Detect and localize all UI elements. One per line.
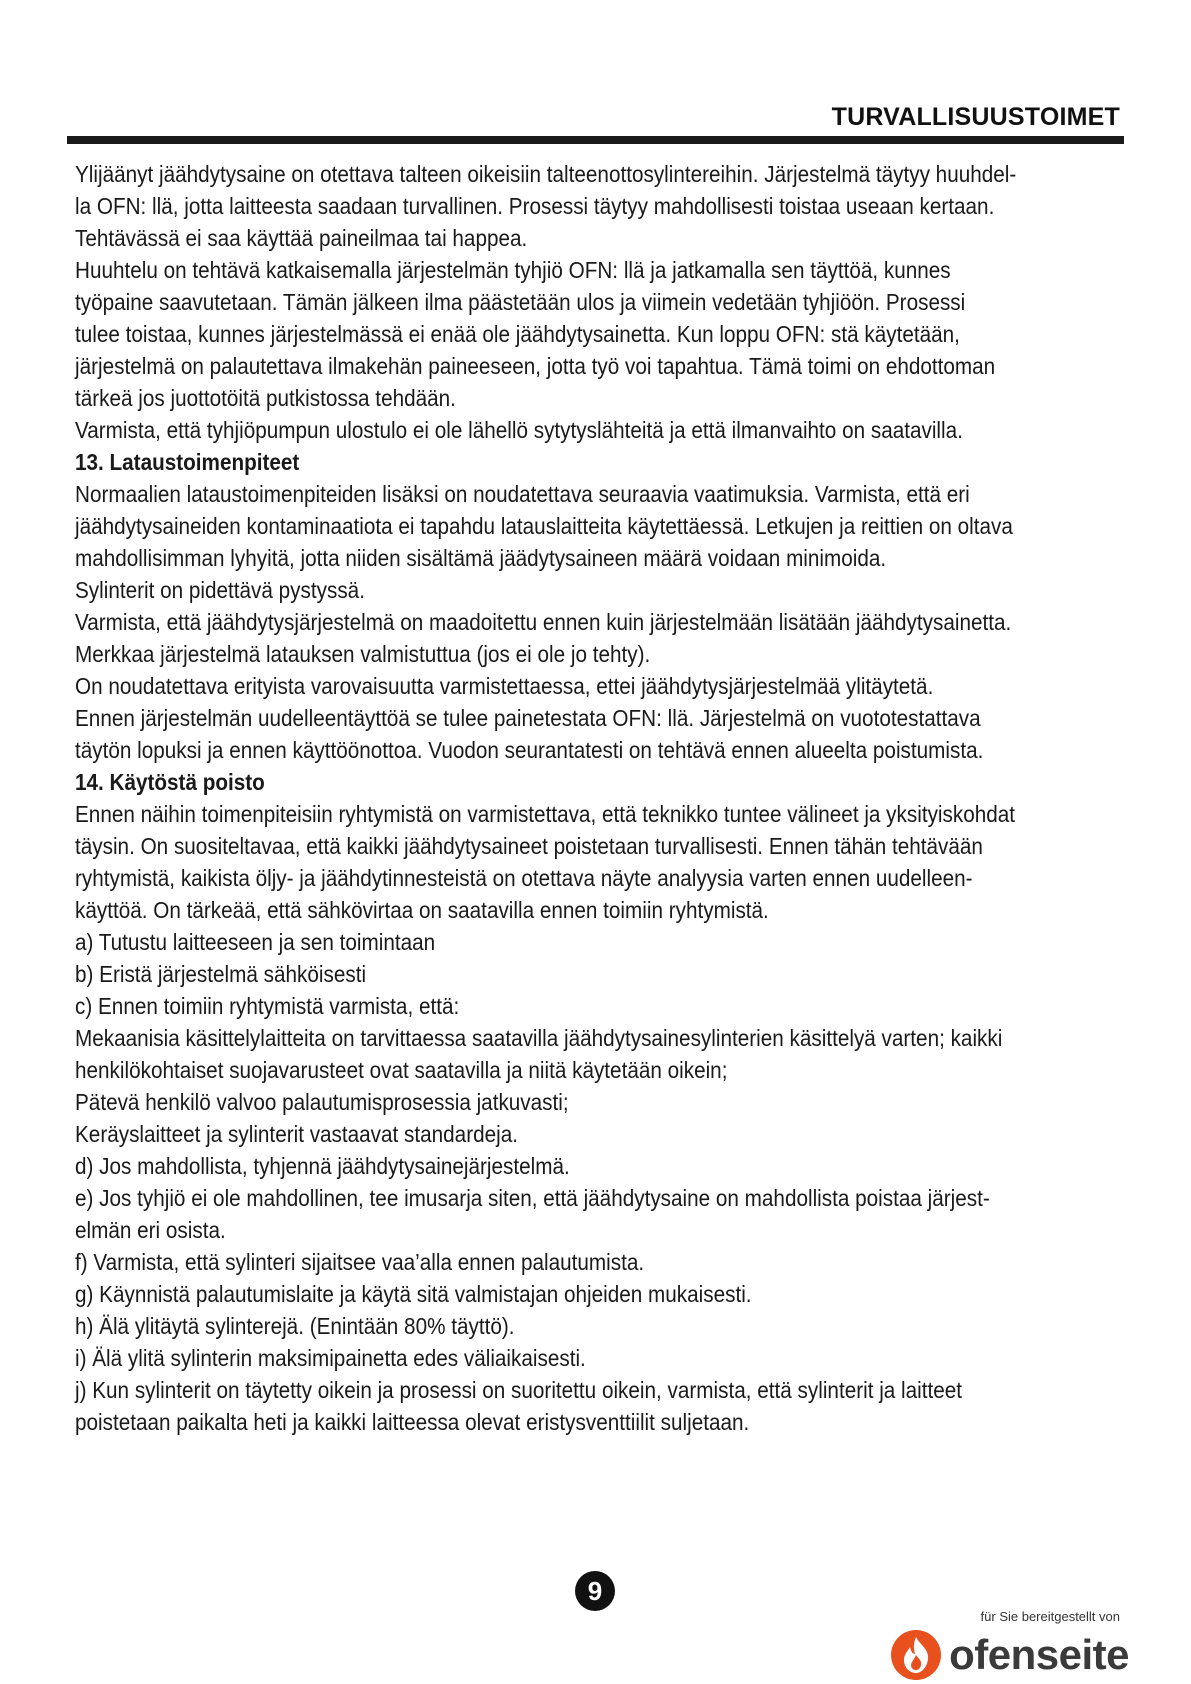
section-heading-13: 13. Lataustoimenpiteet	[75, 449, 300, 475]
brand-logo[interactable]	[889, 1628, 1129, 1682]
paragraph-line: poistetaan paikalta heti ja kaikki laitteessa olevat eristysventtiilit suljetaan.	[75, 1409, 750, 1435]
list-item: b) Eristä järjestelmä sähköisesti	[75, 961, 367, 987]
list-item: h) Älä ylitäytä sylinterejä. (Enintään 80% täyttö).	[75, 1313, 515, 1339]
paragraph-line: henkilökohtaiset suojavarusteet ovat saatavilla ja niitä käytetään oikein;	[75, 1057, 728, 1083]
paragraph-line: Keräyslaitteet ja sylinterit vastaavat standardeja.	[75, 1121, 518, 1147]
paragraph-line: täytön lopuksi ja ennen käyttöönottoa. Vuodon seurantatesti on tehtävä ennen alueelta poistumista.	[75, 737, 984, 763]
paragraph-line: On noudatettava erityista varovaisuutta varmistettaessa, ettei jäähdytysjärjestelmää ylitäytetä.	[75, 673, 934, 699]
paragraph-line: Varmista, että jäähdytysjärjestelmä on maadoitettu ennen kuin järjestelmään lisätään jäähdytysainetta.	[75, 609, 1012, 635]
paragraph-line: Huuhtelu on tehtävä katkaisemalla järjestelmän tyhjiö OFN: llä ja jatkamalla sen täyttöä, kunnes	[75, 257, 951, 283]
header-divider	[67, 136, 1124, 144]
paragraph-line: elmän eri osista.	[75, 1217, 226, 1243]
paragraph-line: tulee toistaa, kunnes järjestelmässä ei enää ole jäähdytysainetta. Kun loppu OFN: stä käytetään,	[75, 321, 960, 347]
credit-text: für Sie bereitgestellt von	[980, 1609, 1120, 1624]
paragraph-line: Ennen näihin toimenpiteisiin ryhtymistä on varmistettava, että teknikko tuntee välineet ja yksityiskohdat	[75, 801, 1016, 827]
brand-name: ofenseite	[949, 1631, 1129, 1678]
paragraph-line: Sylinterit on pidettävä pystyssä.	[75, 577, 365, 603]
paragraph-line: Normaalien lataustoimenpiteiden lisäksi on noudatettava seuraavia vaatimuksia. Varmista, että eri	[75, 481, 970, 507]
list-item: a) Tutustu laitteeseen ja sen toimintaan	[75, 929, 436, 955]
paragraph-line: Varmista, että tyhjiöpumpun ulostulo ei ole lähellö sytytyslähteitä ja että ilmanvaihto on saatavilla.	[75, 417, 963, 443]
paragraph-line: Tehtävässä ei saa käyttää paineilmaa tai happea.	[75, 225, 528, 251]
paragraph-line: tärkeä jos juottotöitä putkistossa tehdään.	[75, 385, 456, 411]
list-item: i) Älä ylitä sylinterin maksimipainetta edes väliaikaisesti.	[75, 1345, 586, 1371]
list-item: g) Käynnistä palautumislaite ja käytä sitä valmistajan ohjeiden mukaisesti.	[75, 1281, 752, 1307]
paragraph-line: Mekaanisia käsittelylaitteita on tarvittaessa saatavilla jäähdytysainesylinterien käsittelyä varten; kaikki	[75, 1025, 1003, 1051]
paragraph-line: Merkkaa järjestelmä latauksen valmistuttua (jos ei ole jo tehty).	[75, 641, 651, 667]
list-item: d) Jos mahdollista, tyhjennä jäähdytysainejärjestelmä.	[75, 1153, 570, 1179]
paragraph-line: la OFN: llä, jotta laitteesta saadaan turvallinen. Prosessi täytyy mahdollisesti toistaa useaan kertaan.	[75, 193, 995, 219]
list-item: f) Varmista, että sylinteri sijaitsee vaa’alla ennen palautumista.	[75, 1249, 645, 1275]
paragraph-line: ryhtymistä, kaikista öljy- ja jäähdytinnesteistä on otettava näyte analyysia varten ennen uudelleen-	[75, 865, 973, 891]
document-body	[75, 158, 1029, 1438]
paragraph-line: järjestelmä on palautettava ilmakehän paineeseen, jotta työ voi tapahtua. Tämä toimi on ehdottoman	[75, 353, 996, 379]
paragraph-line: täysin. On suositeltavaa, että kaikki jäähdytysaineet poistetaan turvallisesti. Ennen tähän tehtävään	[75, 833, 983, 859]
paragraph-line: jäähdytysaineiden kontaminaatiota ei tapahdu latauslaitteita käytettäessä. Letkujen ja reittien on oltava	[75, 513, 1013, 539]
section-title: TURVALLISUUSTOIMET	[831, 103, 1120, 131]
paragraph-line: Ennen järjestelmän uudelleentäyttöä se tulee painetestata OFN: llä. Järjestelmä on vuototestattava	[75, 705, 981, 731]
list-item: j) Kun sylinterit on täytetty oikein ja prosessi on suoritettu oikein, varmista, että sylinterit ja laitteet	[75, 1377, 963, 1403]
list-item: c) Ennen toimiin ryhtymistä varmista, että:	[75, 993, 460, 1019]
paragraph-line: Ylijäänyt jäähdytysaine on otettava talteen oikeisiin talteenottosylintereihin. Järjestelmä täytyy huuhdel-	[75, 161, 1017, 187]
list-item: e) Jos tyhjiö ei ole mahdollinen, tee imusarja siten, että jäähdytysaine on mahdollista poistaa järjest-	[75, 1185, 990, 1211]
paragraph-line: Pätevä henkilö valvoo palautumisprosessia jatkuvasti;	[75, 1089, 569, 1115]
paragraph-line: käyttöä. On tärkeää, että sähkövirtaa on saatavilla ennen toimiin ryhtymistä.	[75, 897, 769, 923]
flame-icon	[889, 1628, 943, 1682]
section-heading-14: 14. Käytöstä poisto	[75, 769, 265, 795]
paragraph-line: mahdollisimman lyhyitä, jotta niiden sisältämä jäädytysaineen määrä voidaan minimoida.	[75, 545, 887, 571]
page-number: 9	[575, 1571, 615, 1611]
paragraph-line: työpaine saavutetaan. Tämän jälkeen ilma päästetään ulos ja viimein vedetään tyhjiöön. Prosessi	[75, 289, 966, 315]
